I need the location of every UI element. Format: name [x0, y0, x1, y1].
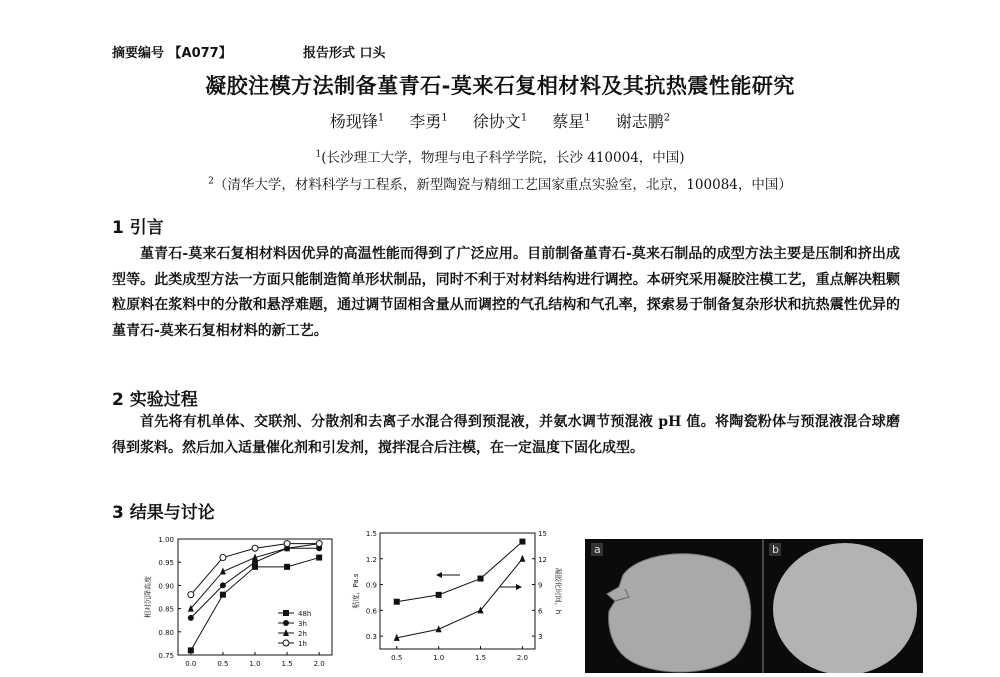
data-point-粘度: [519, 539, 525, 545]
section-heading-intro: 1 引言: [112, 218, 164, 238]
chart-settling: [140, 527, 340, 673]
intact-sample-b: [773, 543, 917, 673]
data-point-凝胶化时间: [519, 555, 525, 562]
legend-marker: [283, 640, 289, 646]
legend-label: 3h: [298, 620, 307, 628]
data-point-48h: [188, 647, 194, 653]
data-point-1h: [284, 541, 290, 547]
author: 徐协文$^1$: [472, 112, 528, 131]
author: 谢志鹏$^2$: [615, 112, 671, 131]
paper-title: 凝胶注模方法制备堇青石-莫来石复相材料及其抗热震性能研究: [205, 74, 795, 98]
cracked-sample-a: [607, 554, 751, 672]
data-point-1h: [316, 541, 322, 547]
y-tick-label: 0.95: [158, 559, 174, 568]
data-point-3h: [188, 615, 194, 621]
legend-marker: [283, 610, 289, 616]
x-tick-label: 2.0: [313, 660, 325, 668]
y-tick-label: 0.6: [365, 607, 377, 616]
affiliation-2: $^2$（清华大学，材料科学与工程系，新型陶瓷与精细工艺国家重点实验室，北京，100084，中国）: [208, 176, 792, 193]
y2-tick-label: 6: [538, 607, 543, 616]
y-tick-label: 0.3: [365, 633, 377, 642]
y2-tick-label: 12: [538, 555, 547, 564]
legend-label: 2h: [298, 630, 307, 638]
photo-label-b: b: [772, 543, 779, 556]
data-point-3h: [220, 582, 226, 588]
section-heading-results: 3 结果与讨论: [112, 503, 215, 523]
x-tick-label: 2.0: [516, 654, 529, 662]
y-tick-label: 1.2: [365, 555, 377, 564]
y-tick-label: 1.00: [158, 536, 174, 544]
y-axis-label: 粘度，Pa.s: [352, 573, 360, 609]
y2-tick-label: 9: [538, 581, 543, 590]
author: 李勇$^1$: [409, 112, 448, 131]
report-form: 报告形式 口头: [303, 46, 386, 61]
affiliation-1: $^1$(长沙理工大学，物理与电子科学学院，长沙 410004，中国): [315, 149, 685, 166]
series-line-粘度: [397, 542, 523, 602]
data-point-48h: [316, 555, 322, 561]
y-axis-label: 相对沉降高度: [144, 576, 152, 618]
x-tick-label: 0.0: [185, 660, 197, 668]
y-tick-label: 0.75: [158, 652, 174, 660]
data-point-1h: [188, 592, 194, 598]
y-tick-label: 0.80: [158, 628, 174, 637]
photo-pair: [585, 539, 923, 673]
y-tick-label: 0.9: [365, 581, 377, 590]
sample-photos: [585, 539, 923, 673]
data-point-48h: [220, 592, 226, 598]
x-tick-label: 0.5: [217, 660, 229, 668]
y-tick-label: 0.85: [158, 605, 174, 614]
arrow-head-left: [436, 572, 442, 578]
section-heading-experiment: 2 实验过程: [112, 390, 198, 410]
author: 杨现锋$^1$: [329, 112, 385, 131]
x-tick-label: 0.5: [391, 654, 403, 662]
abstract-id: 摘要编号 【A077】: [112, 46, 232, 61]
x-tick-label: 1.0: [249, 660, 261, 668]
x-tick-label: 1.5: [474, 654, 487, 662]
arrow-head-right: [516, 584, 522, 590]
y2-tick-label: 15: [538, 530, 547, 538]
y-tick-label: 1.5: [365, 530, 377, 538]
author: 蔡星$^1$: [552, 112, 591, 131]
y-tick-label: 0.90: [158, 582, 174, 591]
photo-label-a: a: [594, 543, 601, 556]
data-point-48h: [284, 564, 290, 570]
legend-label: 48h: [298, 610, 312, 618]
chart-viscosity: [350, 527, 565, 673]
section-body-intro: 堇青石-莫来石复相材料因优异的高温性能而得到了广泛应用。目前制备堇青石-莫来石制品的成型方法主要是压制和挤出成型等。此类成型方法一方面只能制造简单形状制品，同时不利于对材料结构进行调控。本研究采用凝胶注模工艺，重点解决粗颗粒原料在浆料中的分散和悬浮难题，通过调节固相含量从而调控的气孔结构和气孔率，探索易于制备复杂形状和抗热震性优异的堇青石-莫来石复相材料的新工艺。: [112, 246, 900, 339]
data-point-1h: [252, 545, 258, 551]
data-point-粘度: [394, 599, 400, 605]
y2-axis-label: 凝胶化时间，h: [554, 567, 562, 615]
x-tick-label: 1.0: [433, 654, 445, 662]
legend-marker: [283, 620, 289, 626]
author-list: [0, 109, 1000, 132]
legend-label: 1h: [298, 640, 307, 648]
section-body-experiment: 首先将有机单体、交联剂、分散剂和去离子水混合得到预混液，并氨水调节预混液 pH 值。将陶瓷粉体与预混液混合球磨得到浆料。然后加入适量催化剂和引发剂，搅拌混合后注模，在一定温度下固化成型。: [112, 414, 900, 456]
data-point-粘度: [478, 576, 484, 582]
x-tick-label: 1.5: [281, 660, 293, 668]
data-point-粘度: [436, 592, 442, 598]
y2-tick-label: 3: [538, 633, 543, 642]
data-point-1h: [220, 555, 226, 561]
